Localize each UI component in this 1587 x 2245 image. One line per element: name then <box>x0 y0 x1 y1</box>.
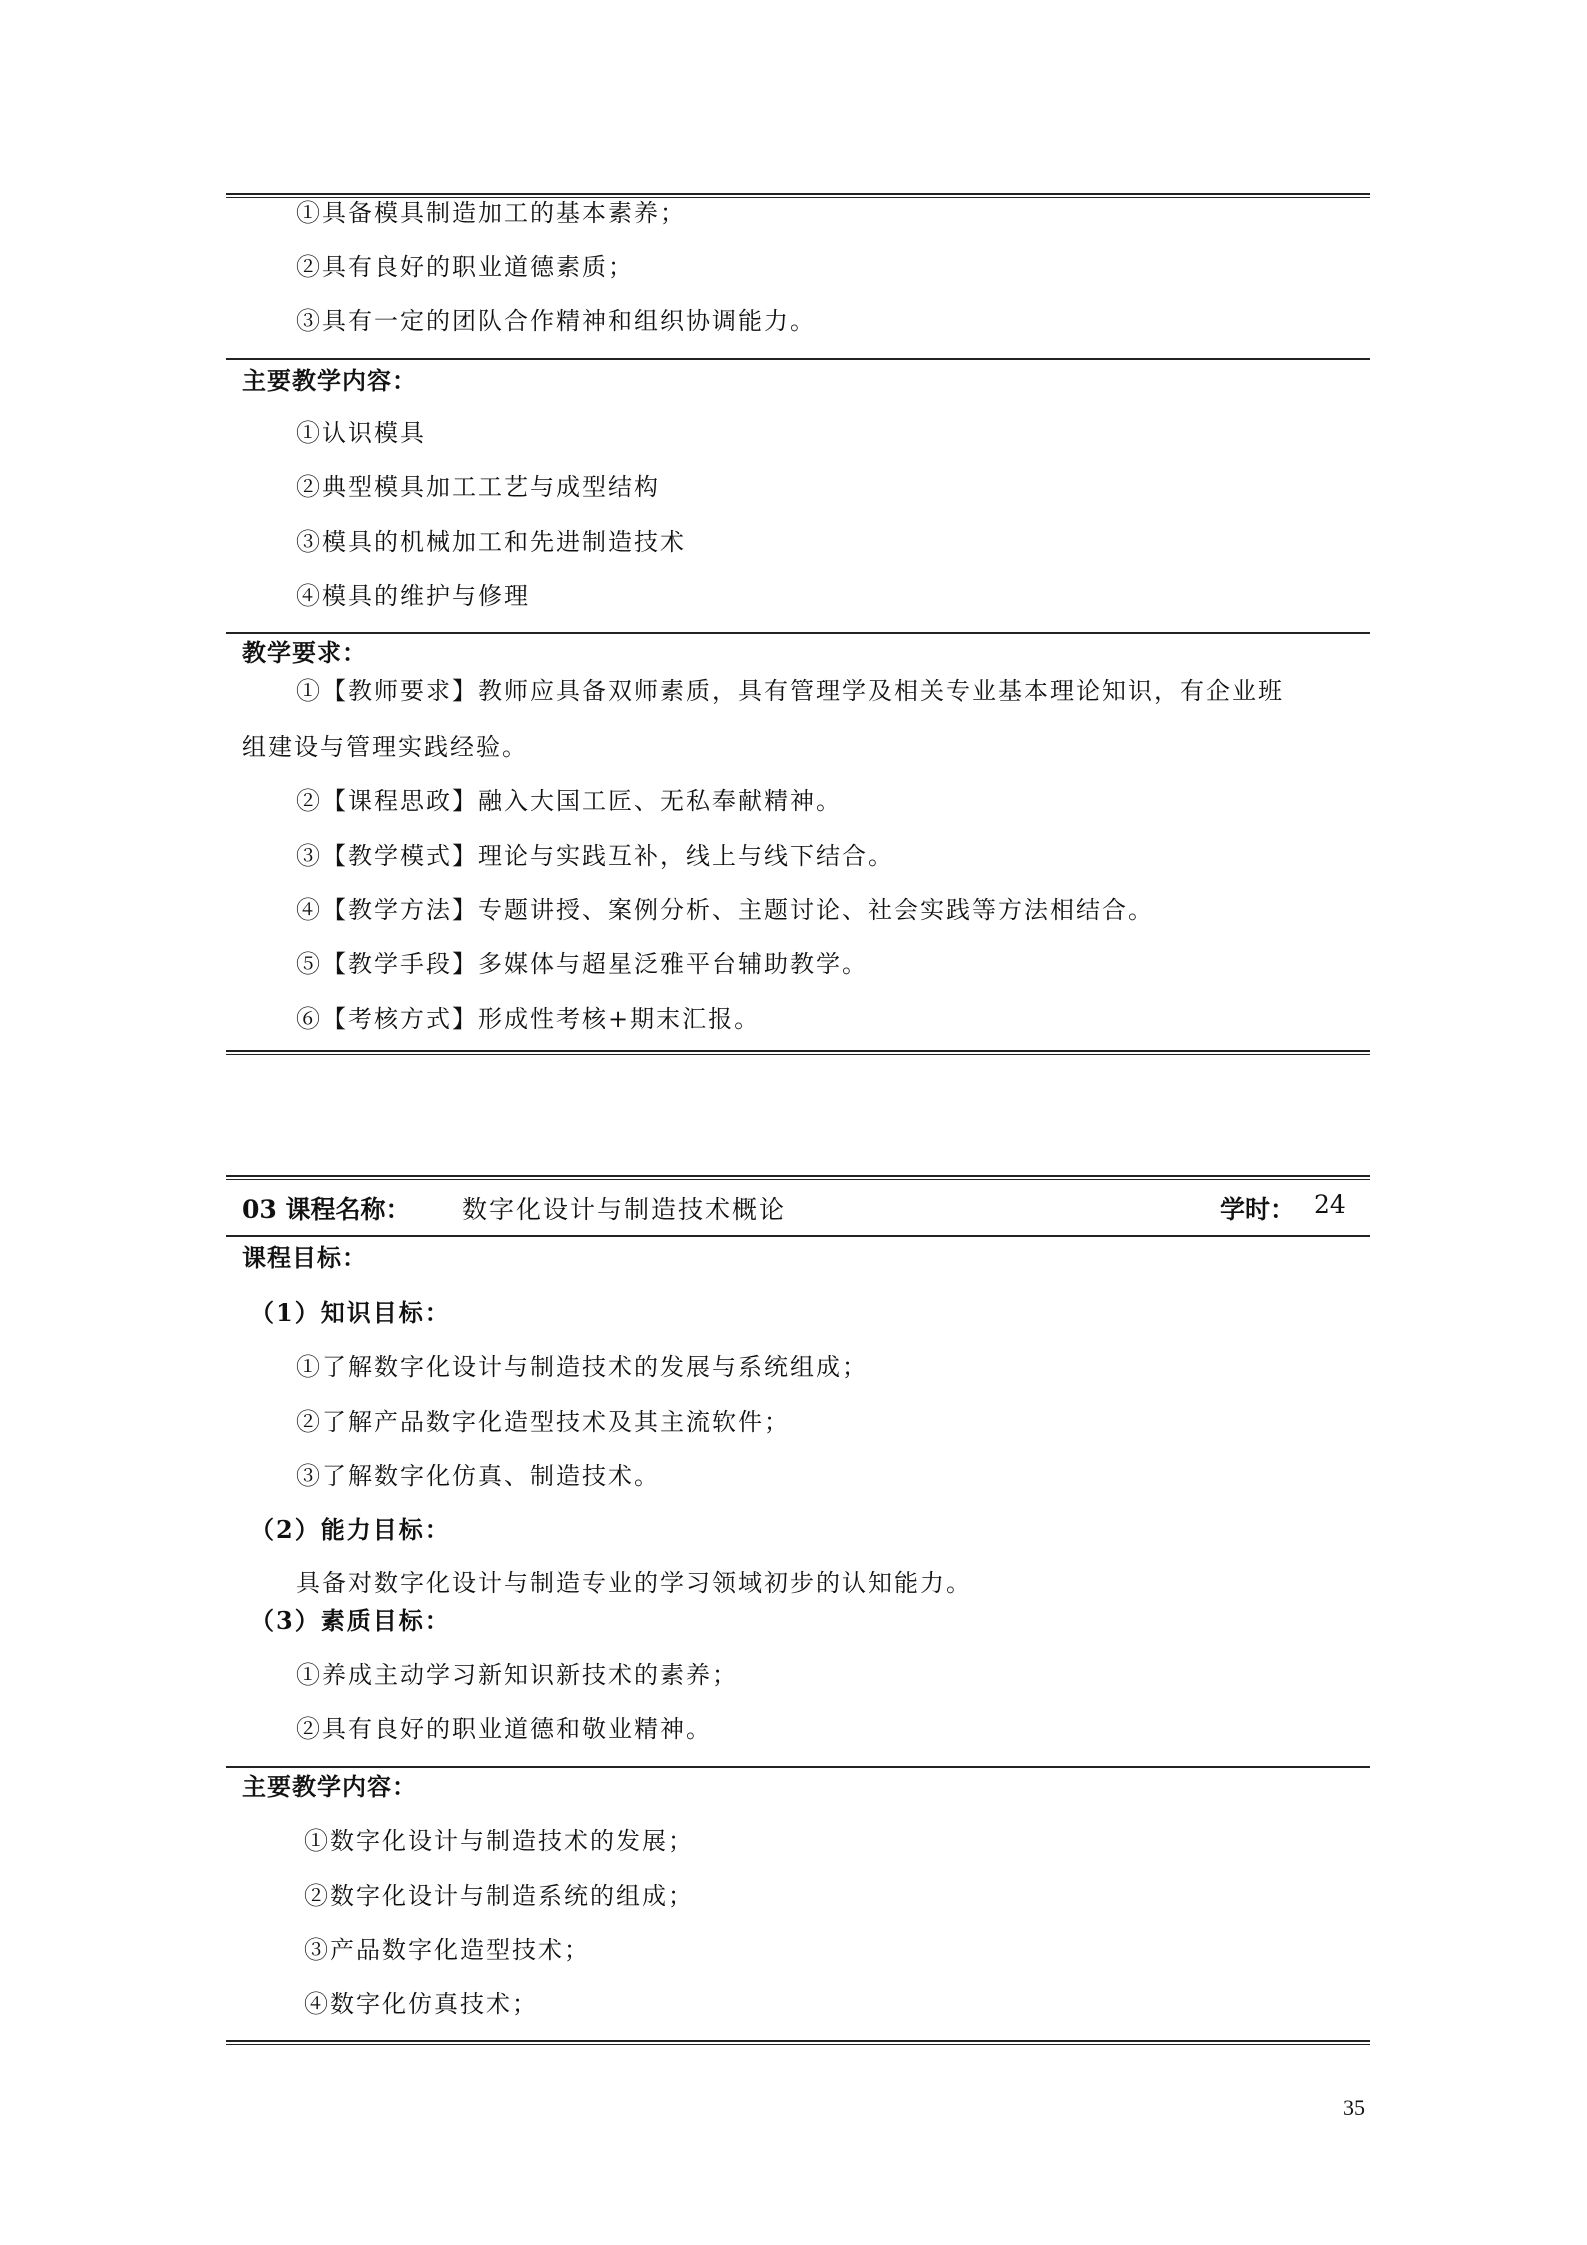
table-top-border <box>226 1175 1370 1180</box>
section-divider <box>226 1766 1370 1768</box>
requirement-item-continuation: 组建设与管理实践经验。 <box>242 733 528 761</box>
table-bottom-border <box>226 1050 1370 1055</box>
hours-label: 学时： <box>1220 1195 1296 1224</box>
ability-heading: （2）能力目标： <box>250 1515 451 1544</box>
content-heading: 主要教学内容： <box>242 366 417 395</box>
ability-text: 具备对数字化设计与制造专业的学习领域初步的认知能力。 <box>296 1569 972 1597</box>
course-name-label: 03 课程名称： <box>242 1195 411 1224</box>
requirement-item: ①【教师要求】教师应具备双师素质，具有管理学及相关专业基本理论知识，有企业班 <box>296 677 1284 705</box>
quality-heading: （3）素质目标： <box>250 1606 451 1635</box>
hours-value: 24 <box>1314 1190 1346 1219</box>
knowledge-item: ②了解产品数字化造型技术及其主流软件； <box>296 1408 790 1436</box>
content-item: ①数字化设计与制造技术的发展； <box>304 1827 694 1855</box>
objectives-heading: 课程目标： <box>242 1243 367 1272</box>
content-item: ②典型模具加工工艺与成型结构 <box>296 473 660 501</box>
course-name-value: 数字化设计与制造技术概论 <box>462 1195 787 1224</box>
requirements-heading: 教学要求： <box>242 638 367 667</box>
content-item: ②数字化设计与制造系统的组成； <box>304 1882 694 1910</box>
quality-item: ①养成主动学习新知识新技术的素养； <box>296 1661 738 1689</box>
content-item: ③模具的机械加工和先进制造技术 <box>296 528 686 556</box>
content-item: ④数字化仿真技术； <box>304 1990 538 2018</box>
section-divider <box>226 358 1370 360</box>
table-bottom-border <box>226 2040 1370 2045</box>
requirement-item: ⑥【考核方式】形成性考核+期末汇报。 <box>296 1005 761 1033</box>
requirement-item: ⑤【教学手段】多媒体与超星泛雅平台辅助教学。 <box>296 950 868 978</box>
content-item: ④模具的维护与修理 <box>296 582 530 610</box>
content-heading: 主要教学内容： <box>242 1772 417 1801</box>
requirement-item: ③【教学模式】理论与实践互补，线上与线下结合。 <box>296 842 894 870</box>
knowledge-heading: （1）知识目标： <box>250 1298 451 1327</box>
course-title-row <box>242 1190 1352 1224</box>
content-item: ①认识模具 <box>296 419 426 447</box>
section-divider <box>226 1235 1370 1237</box>
page-number: 35 <box>1343 2095 1365 2120</box>
quality-item: ①具备模具制造加工的基本素养； <box>296 199 686 227</box>
content-item: ③产品数字化造型技术； <box>304 1936 590 1964</box>
knowledge-item: ①了解数字化设计与制造技术的发展与系统组成； <box>296 1353 868 1381</box>
quality-item: ②具有良好的职业道德和敬业精神。 <box>296 1715 712 1743</box>
requirement-item: ④【教学方法】专题讲授、案例分析、主题讨论、社会实践等方法相结合。 <box>296 896 1154 924</box>
quality-item: ②具有良好的职业道德素质； <box>296 253 634 281</box>
requirement-item: ②【课程思政】融入大国工匠、无私奉献精神。 <box>296 787 842 815</box>
quality-item: ③具有一定的团队合作精神和组织协调能力。 <box>296 307 816 335</box>
knowledge-item: ③了解数字化仿真、制造技术。 <box>296 1462 660 1490</box>
section-divider <box>226 632 1370 634</box>
